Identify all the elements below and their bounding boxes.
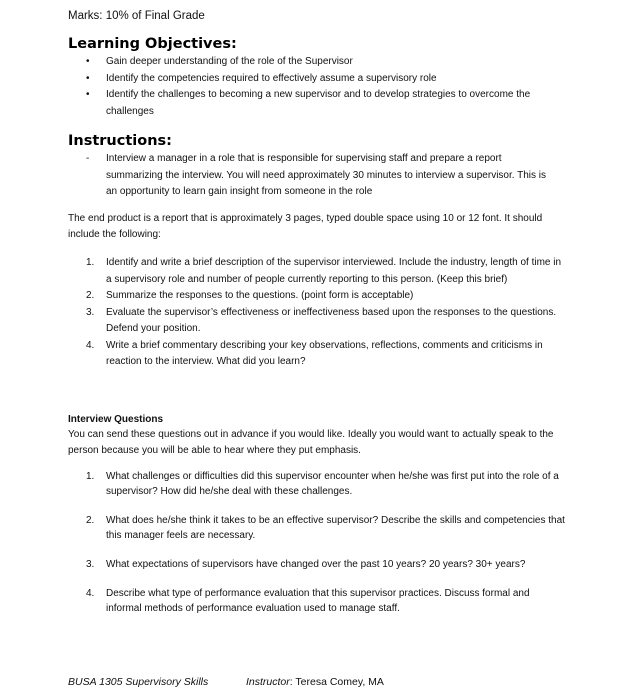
interview-intro-paragraph: You can send these questions out in advance if you would like. Ideally you would want to actually speak to the person because you will be able to hear where they put emphasis. bbox=[68, 429, 554, 456]
interview-questions-heading: Interview Questions bbox=[68, 414, 164, 425]
interview-questions-list bbox=[86, 469, 566, 616]
dash-icon: - bbox=[86, 153, 90, 164]
list-item: - Interview a manager in a role that is responsible for supervising staff and prepare a report summarizing the interview. You will need approximately 30 minutes to interview a supervisor. This is an opportunity to learn gain insight from someone in the role bbox=[86, 153, 547, 197]
report-items-list bbox=[86, 255, 566, 371]
list-item: 1. Identify and write a brief description of the supervisor interviewed. Include the industry, length of time in a supervisory role and number of people currently reporting to this person. (Keep this brief) bbox=[86, 257, 562, 285]
list-item: 3. Evaluate the supervisor’s effectiveness or ineffectiveness based upon the responses to the questions. Defend your position. bbox=[86, 306, 557, 334]
learning-objectives-list bbox=[86, 54, 576, 120]
list-item: 4. Describe what type of performance evaluation that this supervisor practices. Discuss formal and informal methods of performance evaluation used to manage staff. bbox=[86, 588, 530, 614]
list-item: • Identify the challenges to becoming a new supervisor and to develop strategies to overcome the challenges bbox=[86, 89, 531, 117]
list-item: • Gain deeper understanding of the role of the Supervisor bbox=[86, 54, 576, 71]
footer-instructor: Instructor: Teresa Comey, MA bbox=[246, 676, 384, 688]
list-item: 4. Write a brief commentary describing your key observations, reflections, comments and criticisms in reaction to the interview. What did you learn? bbox=[86, 339, 543, 367]
learning-objectives-heading: Learning Objectives: bbox=[68, 36, 237, 52]
list-item: 1. What challenges or difficulties did this supervisor encounter when he/she was first put into the role of a supervisor? How did he/she deal with these challenges. bbox=[86, 471, 559, 497]
instructions-heading: Instructions: bbox=[68, 133, 172, 149]
list-item: 2. Summarize the responses to the questions. (point form is acceptable) bbox=[86, 290, 414, 301]
bullet-icon: • bbox=[86, 72, 90, 84]
list-item: 3. What expectations of supervisors have changed over the past 10 years? 20 years? 30+ years? bbox=[86, 559, 526, 570]
instructions-list bbox=[86, 151, 556, 201]
footer-course: BUSA 1305 Supervisory Skills bbox=[68, 676, 209, 688]
bullet-icon: • bbox=[86, 89, 90, 100]
list-item: 2. What does he/she think it takes to be an effective supervisor? Describe the skills and competencies that this manager feels are necessary. bbox=[86, 515, 565, 541]
list-item: • Identify the competencies required to effectively assume a supervisory role bbox=[86, 71, 576, 88]
end-product-paragraph: The end product is a report that is approximately 3 pages, typed double space using 10 or 12 font. It should include the following: bbox=[68, 213, 543, 240]
marks-line: Marks: 10% of Final Grade bbox=[68, 10, 205, 22]
bullet-icon: • bbox=[86, 56, 90, 67]
